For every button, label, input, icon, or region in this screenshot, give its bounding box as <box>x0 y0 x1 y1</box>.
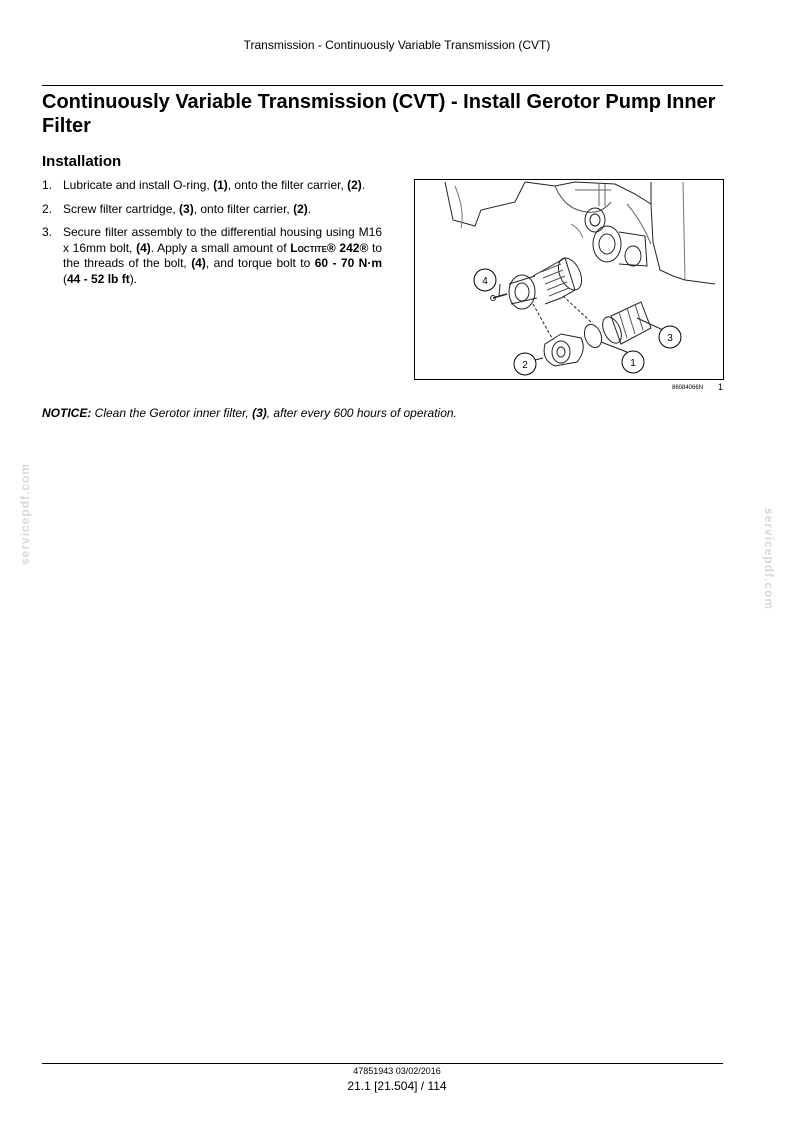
header-rule <box>42 85 723 86</box>
callout-3: 3 <box>667 333 673 344</box>
page-title: Continuously Variable Transmission (CVT) - Install Gerotor Pump Inner Filter <box>42 91 716 137</box>
footer-document-reference: 47851943 03/02/2016 <box>353 1066 441 1076</box>
watermark-right: servicepdf.com <box>762 508 776 611</box>
step-text: . <box>307 201 312 216</box>
step-text: ). <box>129 271 138 286</box>
torque-lbft: 44 - 52 lb ft <box>67 271 130 286</box>
notice-text: , after every 600 hours of operation. <box>266 406 457 420</box>
notice-label: NOTICE: <box>42 406 92 420</box>
notice-text: Clean the Gerotor inner filter, <box>91 406 253 420</box>
brand-name: Loctite® 242® <box>290 240 369 255</box>
figure-id: 86084066N <box>672 385 704 391</box>
exploded-view-figure <box>414 179 724 380</box>
ref-filter-cartridge: (3) <box>179 201 194 216</box>
ref-filter-cartridge: (3) <box>252 406 267 420</box>
step-text: , onto filter carrier, <box>193 201 294 216</box>
installation-steps <box>42 178 382 295</box>
step-2 <box>42 202 382 218</box>
ref-bolt: (4) <box>136 240 151 255</box>
step-text: Screw filter cartridge, <box>63 201 180 216</box>
step-number: 1. <box>42 178 53 192</box>
step-text: . <box>361 178 366 192</box>
ref-filter-carrier: (2) <box>347 178 362 192</box>
figure-number: 1 <box>718 382 724 392</box>
ref-filter-carrier: (2) <box>293 201 308 216</box>
step-number: 2. <box>42 201 53 216</box>
footer-page-reference: 21.1 [21.504] / 114 <box>347 1079 447 1093</box>
watermark-left: servicepdf.com <box>18 462 32 565</box>
running-header: Transmission - Continuously Variable Transmission (CVT) <box>243 38 551 52</box>
exploded-view-illustration <box>415 180 723 379</box>
step-text: , and torque bolt to <box>205 256 315 270</box>
step-3 <box>42 225 382 287</box>
callout-labels <box>474 269 681 375</box>
step-text: Secure filter assembly to the differential housing using M16 x 16mm bolt, <box>63 225 382 255</box>
step-1 <box>42 178 382 194</box>
torque-nm: 60 - 70 N·m <box>314 256 383 270</box>
step-text: ( <box>63 271 67 286</box>
step-number: 3. <box>42 225 53 239</box>
notice <box>42 406 722 420</box>
ref-oring: (1) <box>213 178 228 192</box>
ref-bolt: (4) <box>191 256 206 270</box>
step-text: . Apply a small amount of <box>150 240 291 255</box>
footer-rule <box>42 1063 723 1064</box>
callout-4: 4 <box>482 276 488 287</box>
callout-2: 2 <box>522 360 528 371</box>
step-text: , onto the filter carrier, <box>227 178 348 192</box>
section-heading: Installation <box>42 153 122 170</box>
callout-1: 1 <box>630 358 636 369</box>
step-text: Lubricate and install O-ring, <box>63 178 214 192</box>
step-text: to the threads of the bolt, <box>63 240 383 270</box>
